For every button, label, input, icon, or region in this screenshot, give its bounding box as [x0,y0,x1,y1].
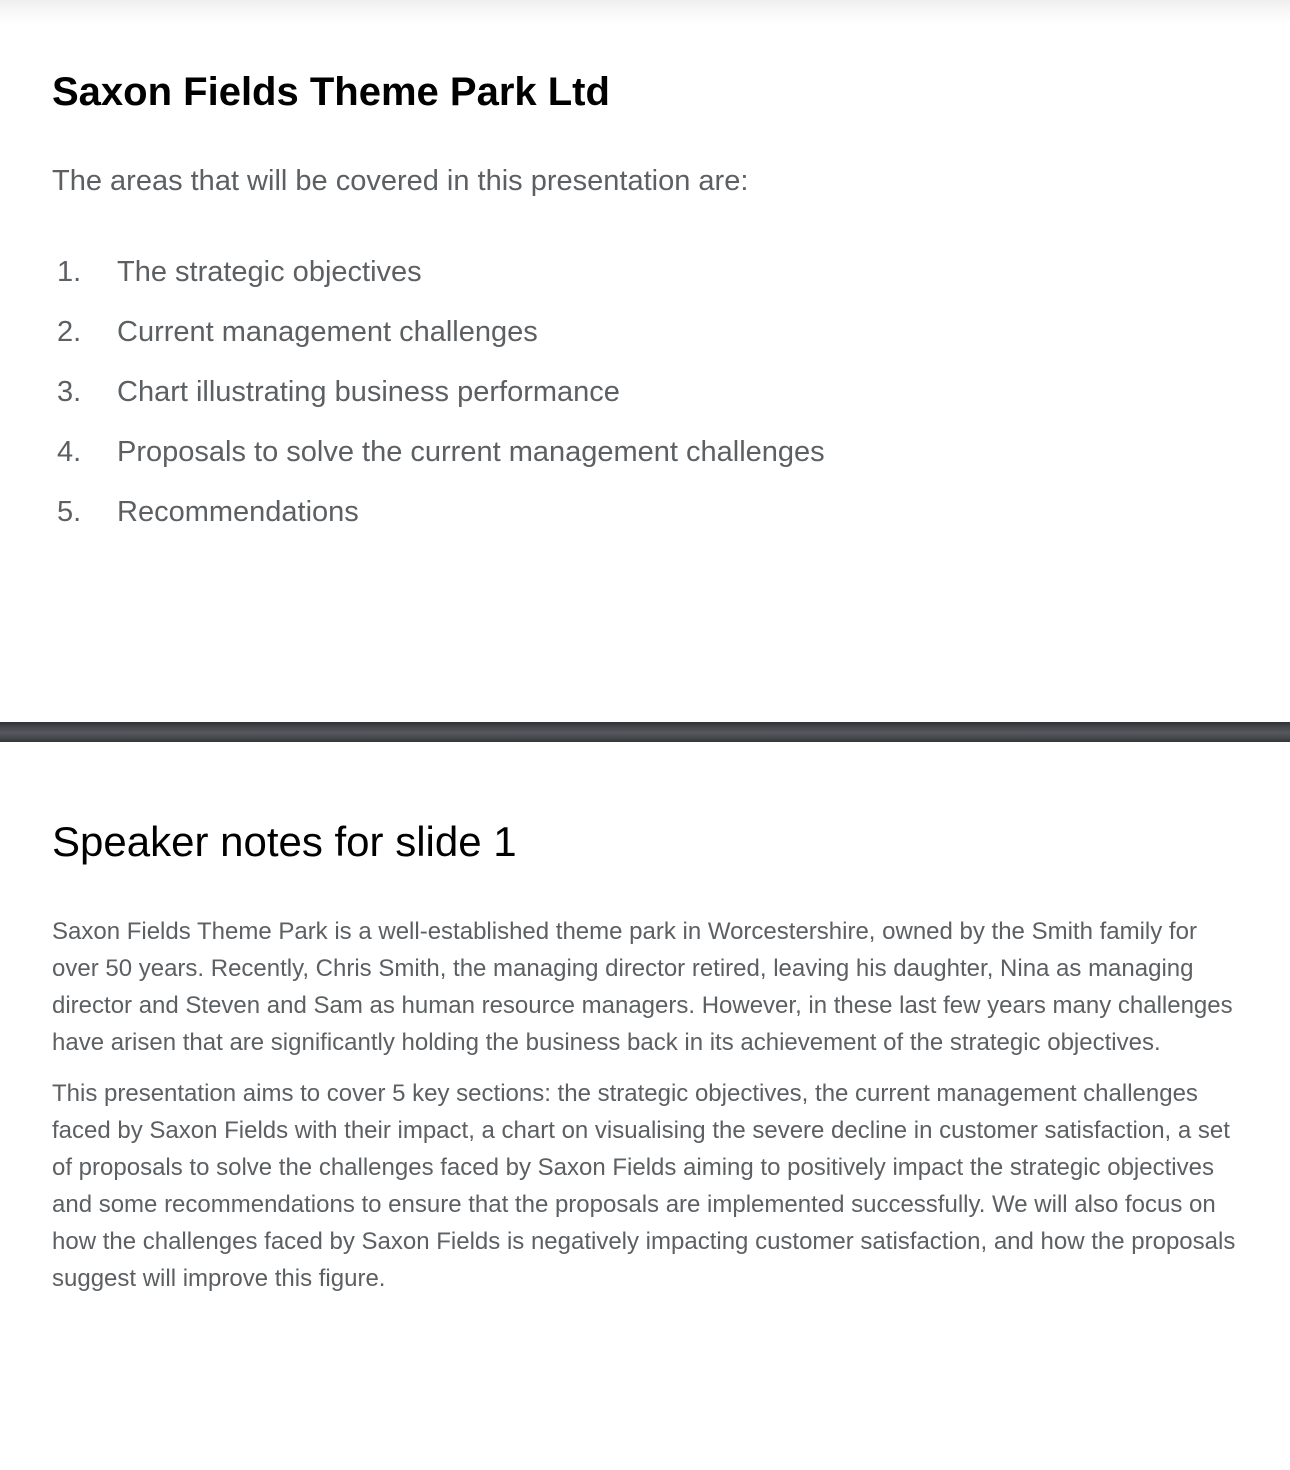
list-item-number: 5. [57,496,82,528]
list-item-number: 2. [57,316,82,348]
top-shadow-strip [0,0,1290,24]
slide-content-page [0,68,1290,532]
list-item [52,313,1238,352]
page-title: Saxon Fields Theme Park Ltd [52,70,610,114]
list-item [52,373,1238,412]
list-item-label: Current management challenges [117,316,538,348]
list-item [52,253,1238,292]
page-break-divider [0,722,1290,742]
speaker-notes-paragraph: Saxon Fields Theme Park is a well-established theme park in Worcestershire, owned by the Smith family for over 50 years. Recently, Chris Smith, the managing director retired, leaving his daughter, Nina as managing director and Steven and Sam as human resource managers. However, in these last few years many challenges have arisen that are significantly holding the business back in its achievement of the strategic objectives. [52,918,1233,1056]
list-item-label: Recommendations [117,496,359,528]
intro-text: The areas that will be covered in this presentation are: [52,165,749,197]
list-item-number: 1. [57,256,82,288]
agenda-list [52,253,1238,532]
list-item-number: 3. [57,376,82,408]
list-item-label: Chart illustrating business performance [117,376,620,408]
list-item [52,493,1238,532]
speaker-notes-title: Speaker notes for slide 1 [52,818,517,865]
speaker-notes-paragraph: This presentation aims to cover 5 key sections: the strategic objectives, the current management challenges faced by Saxon Fields with their impact, a chart on visualising the severe decline in customer satisfaction, a set of proposals to solve the challenges faced by Saxon Fields aiming to positively impact the strategic objectives and some recommendations to ensure that the proposals are implemented successfully. We will also focus on how the challenges faced by Saxon Fields is negatively impacting customer satisfaction, and how the proposals suggest will improve this figure. [52,1080,1236,1292]
list-item-label: The strategic objectives [117,256,422,288]
list-item [52,433,1238,472]
list-item-label: Proposals to solve the current management challenges [117,436,825,468]
list-item-number: 4. [57,436,82,468]
speaker-notes-page [0,817,1290,1297]
